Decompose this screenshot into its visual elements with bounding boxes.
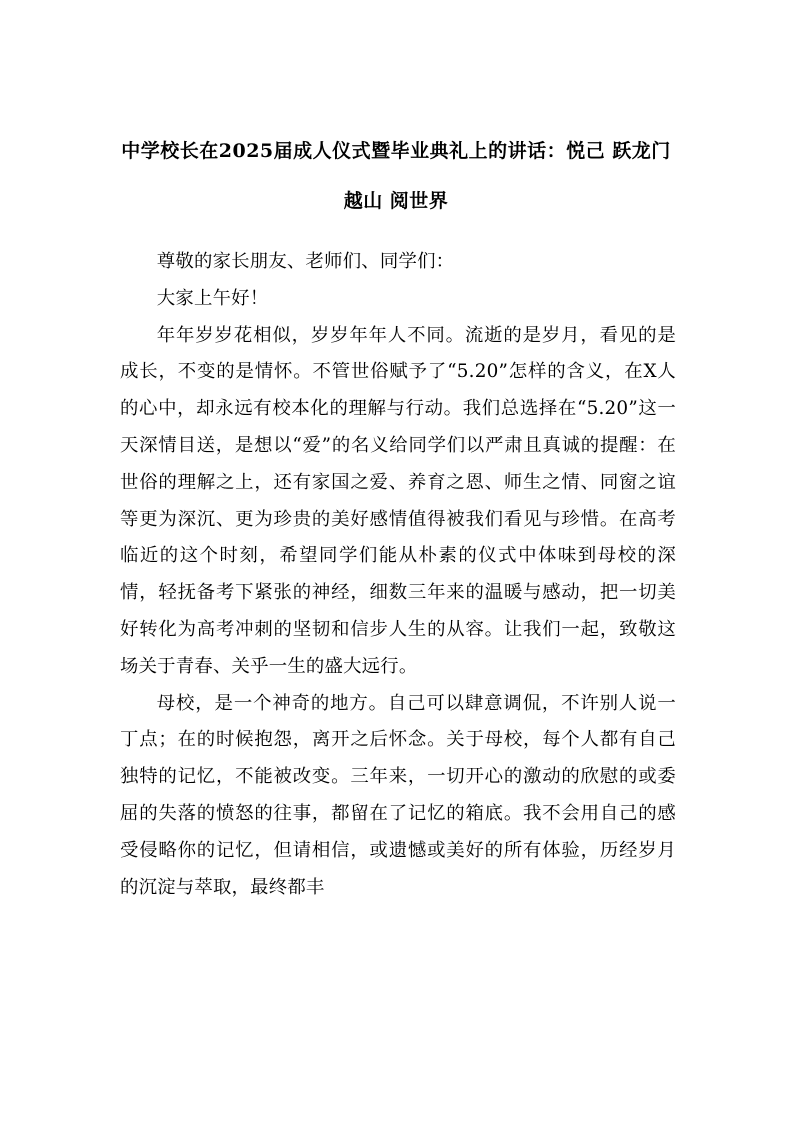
document-title: 中学校长在2025届成人仪式暨毕业典礼上的讲话：悦己 跃龙门 越山 阅世界 <box>121 140 671 212</box>
greeting-paragraph: 大家上午好！ <box>156 287 269 309</box>
salutation-paragraph: 尊敬的家长朋友、老师们、同学们： <box>156 251 455 272</box>
document-body <box>120 244 676 906</box>
body-paragraph: 年年岁岁花相似，岁岁年年人不同。流逝的是岁月，看见的是成长，不变的是情怀。不管世俗赋予了“5.20”怎样的含义，在X人的心中，却永远有校本化的理解与行动。我们总选择在“5.20”这一天深情目送，是想以“爱”的名义给同学们以严肃且真诚的提醒：在世俗的理解之上，还有家国之爱、养育之恩、师生之情、同窗之谊等更为深沉、更为珍贵的美好感情值得被我们看见与珍惜。在高考临近的这个时刻，希望同学们能从朴素的仪式中体味到母校的深情，轻抚备考下紧张的神经，细数三年来的温暖与感动，把一切美好转化为高考冲刺的坚韧和信步人生的从容。让我们一起，致敬这场关于青春、关乎一生的盛大远行。 <box>120 324 676 677</box>
body-paragraph: 母校，是一个神奇的地方。自己可以肆意调侃，不许别人说一丁点；在的时候抱怨，离开之后怀念。关于母校，每个人都有自己独特的记忆，不能被改变。三年来，一切开心的激动的欣慰的或委屈的失落的愤怒的往事，都留在了记忆的箱底。我不会用自己的感受侵略你的记忆，但请相信，或遗憾或美好的所有体验，历经岁月的沉淀与萃取，最终都丰 <box>120 692 676 898</box>
